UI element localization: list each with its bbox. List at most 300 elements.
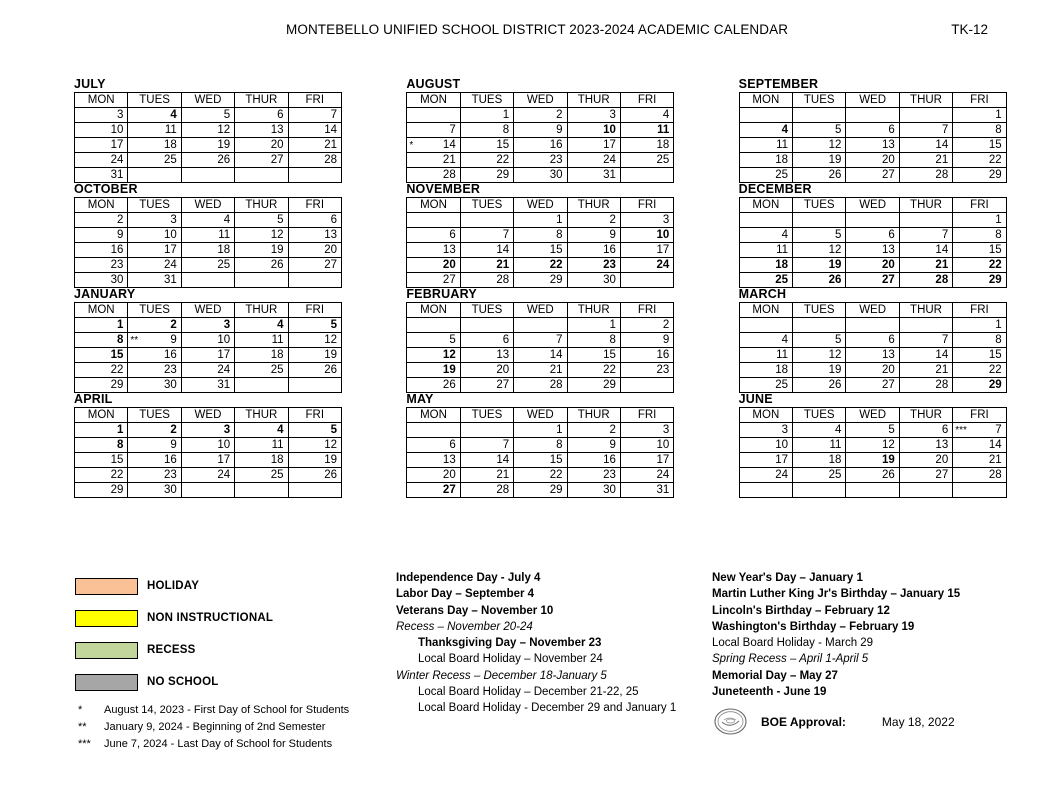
day-cell: [235, 243, 288, 258]
weekday-header: FRI: [953, 198, 1006, 213]
week-row: [75, 168, 342, 183]
day-number: 15: [496, 139, 510, 151]
week-row: [739, 348, 1006, 363]
day-number: 1: [556, 424, 563, 436]
day-cell: [567, 108, 620, 123]
day-cell: [75, 438, 128, 453]
day-cell: [128, 363, 181, 378]
day-cell: [953, 123, 1006, 138]
month-name: JANUARY: [74, 287, 136, 301]
weekday-header: THUR: [567, 198, 620, 213]
day-cell: [460, 333, 513, 348]
legend-swatch-non-instructional: [75, 610, 138, 627]
day-cell: [953, 423, 1006, 438]
day-cell: [235, 123, 288, 138]
day-cell: [288, 228, 341, 243]
day-cell: [235, 453, 288, 468]
day-number: 7: [941, 334, 949, 346]
day-cell: [128, 228, 181, 243]
weekday-header: WED: [514, 408, 567, 423]
weekday-header: FRI: [953, 408, 1006, 423]
day-number: 25: [163, 154, 177, 166]
weekday-header: TUES: [128, 198, 181, 213]
week-row: [75, 243, 342, 258]
week-row: [75, 363, 342, 378]
day-cell: [793, 363, 846, 378]
day-cell: [953, 468, 1006, 483]
day-cell: [739, 333, 792, 348]
day-number: 13: [882, 349, 895, 361]
day-number: 19: [324, 454, 337, 466]
day-cell-empty: [288, 378, 341, 393]
holiday-list-middle: [396, 570, 696, 717]
day-number: 21: [549, 364, 563, 376]
day-cell: [620, 453, 673, 468]
day-number: 25: [775, 274, 789, 286]
month-block-february: [406, 288, 717, 393]
day-cell: [793, 468, 846, 483]
day-cell-empty: [407, 213, 460, 228]
day-number: 13: [496, 349, 510, 361]
day-cell-empty: [899, 108, 952, 123]
day-number: 6: [330, 214, 337, 226]
week-row: [407, 108, 674, 123]
day-cell: [128, 153, 181, 168]
day-cell: [288, 438, 341, 453]
week-row: [739, 378, 1006, 393]
day-number: 2: [609, 214, 616, 226]
day-number: 20: [496, 364, 510, 376]
weekday-header: THUR: [567, 93, 620, 108]
day-number: 30: [549, 169, 563, 181]
week-row: [75, 108, 342, 123]
day-number: 18: [775, 259, 789, 271]
day-number: 9: [609, 229, 616, 241]
weekday-header: TUES: [128, 93, 181, 108]
day-number: 23: [603, 259, 616, 271]
holiday-entry: Winter Recess – December 18-January 5: [396, 669, 607, 682]
week-row: [75, 273, 342, 288]
month-block-january: [74, 288, 385, 393]
week-row: [407, 168, 674, 183]
day-number: 29: [496, 169, 510, 181]
day-number: 5: [330, 319, 337, 331]
day-cell: [953, 228, 1006, 243]
day-number: 4: [223, 214, 231, 226]
day-number: 14: [935, 244, 949, 256]
day-number: 20: [442, 469, 456, 481]
day-cell-empty: [407, 423, 460, 438]
day-number: 7: [556, 334, 563, 346]
day-cell: [460, 168, 513, 183]
day-cell: [899, 258, 952, 273]
day-number: 26: [828, 169, 842, 181]
day-number: 17: [656, 454, 670, 466]
day-number: 23: [603, 469, 616, 481]
day-number: 14: [324, 124, 337, 136]
day-number: 5: [835, 229, 842, 241]
day-number: 6: [449, 439, 456, 451]
legend-item: [75, 602, 375, 634]
day-number: 22: [549, 259, 563, 271]
page-header: [0, 22, 1050, 44]
day-cell: [288, 153, 341, 168]
week-row: [407, 153, 674, 168]
week-row: [739, 468, 1006, 483]
day-number: 14: [549, 349, 563, 361]
boe-approval-date: May 18, 2022: [881, 714, 955, 729]
day-cell: [953, 243, 1006, 258]
day-cell: [567, 333, 620, 348]
day-number: 15: [988, 139, 1002, 151]
day-number: 4: [277, 424, 284, 436]
weekday-header: FRI: [288, 303, 341, 318]
day-number: 26: [217, 154, 231, 166]
day-number: 27: [442, 484, 456, 496]
day-number: 19: [217, 139, 231, 151]
day-cell: [407, 438, 460, 453]
legend-label: HOLIDAY: [147, 580, 200, 592]
day-cell: [514, 168, 567, 183]
day-number: 18: [775, 364, 789, 376]
day-number: 29: [549, 484, 563, 496]
month-row: [0, 183, 1050, 288]
day-cell: [793, 153, 846, 168]
weekday-header: WED: [846, 408, 899, 423]
legend-swatch-recess: [75, 642, 138, 659]
day-cell-empty: [846, 483, 899, 498]
month-row: [0, 288, 1050, 393]
day-cell: [128, 243, 181, 258]
day-cell-empty: [128, 168, 181, 183]
weekday-header: TUES: [793, 408, 846, 423]
day-number: 26: [828, 379, 842, 391]
day-number: 25: [775, 379, 789, 391]
day-number: 20: [882, 364, 895, 376]
day-cell: [288, 123, 341, 138]
day-number: 9: [556, 124, 563, 136]
day-number: 29: [110, 379, 124, 391]
day-number: 26: [882, 469, 895, 481]
holiday-entry: New Year's Day – January 1: [712, 572, 863, 584]
day-number: 10: [110, 124, 124, 136]
day-number: 24: [603, 154, 616, 166]
day-cell: [514, 333, 567, 348]
month-block-may: [406, 393, 717, 498]
day-number: 27: [324, 259, 337, 271]
week-row: [75, 213, 342, 228]
weekday-header: TUES: [793, 93, 846, 108]
day-number: 26: [828, 274, 842, 286]
week-row: [407, 138, 674, 153]
day-cell-empty: [739, 318, 792, 333]
day-number: 16: [603, 244, 616, 256]
day-cell: [567, 258, 620, 273]
day-cell: [846, 438, 899, 453]
day-cell: [793, 423, 846, 438]
day-cell: [514, 108, 567, 123]
day-number: 31: [656, 484, 670, 496]
page-title: MONTEBELLO UNIFIED SCHOOL DISTRICT 2023-2024 ACADEMIC CALENDAR: [286, 22, 789, 37]
day-cell: [793, 273, 846, 288]
weekday-header: WED: [181, 303, 234, 318]
holiday-entry: Memorial Day – May 27: [712, 669, 838, 682]
day-cell-empty: [739, 108, 792, 123]
day-cell: [567, 348, 620, 363]
day-cell: [407, 153, 460, 168]
day-number: 18: [270, 454, 284, 466]
day-cell: [953, 378, 1006, 393]
day-cell: [846, 228, 899, 243]
day-number: 16: [603, 454, 616, 466]
day-number: 10: [775, 439, 789, 451]
day-number: 12: [442, 349, 456, 361]
day-cell: [567, 138, 620, 153]
legend-label: RECESS: [147, 644, 196, 656]
day-number: 18: [656, 139, 670, 151]
day-cell: [181, 348, 234, 363]
weekday-header-row: [739, 303, 1006, 318]
weekday-header: THUR: [899, 198, 952, 213]
weekday-header: MON: [739, 93, 792, 108]
day-number: 5: [223, 109, 231, 121]
month-name: JULY: [74, 77, 106, 91]
day-cell-empty: [235, 483, 288, 498]
day-number: 9: [609, 439, 616, 451]
day-number: 18: [217, 244, 231, 256]
day-cell: [128, 423, 181, 438]
day-number: 17: [603, 139, 616, 151]
legend-item: [75, 634, 375, 666]
day-number: 22: [988, 259, 1002, 271]
weekday-header-row: [75, 93, 342, 108]
day-number: 12: [882, 439, 895, 451]
day-number: 22: [496, 154, 510, 166]
day-cell: [407, 378, 460, 393]
day-cell-empty: [288, 168, 341, 183]
month-table: [74, 302, 342, 393]
weekday-header: TUES: [460, 408, 513, 423]
weekday-header: TUES: [460, 303, 513, 318]
month-table: [739, 302, 1007, 393]
day-cell-empty: [846, 108, 899, 123]
day-cell: [620, 363, 673, 378]
day-cell: [407, 138, 460, 153]
calendar-grid: [0, 78, 1050, 498]
day-cell: [460, 378, 513, 393]
weekday-header: MON: [739, 408, 792, 423]
day-cell: [899, 363, 952, 378]
day-number: 1: [995, 319, 1002, 331]
day-cell: [793, 123, 846, 138]
month-name: APRIL: [74, 392, 113, 406]
day-number: 16: [163, 454, 177, 466]
day-cell: [288, 108, 341, 123]
week-row: [739, 438, 1006, 453]
day-cell: [899, 378, 952, 393]
month-table: [406, 407, 674, 498]
month-name: DECEMBER: [738, 182, 812, 196]
day-number: 28: [496, 484, 510, 496]
day-number: 23: [163, 469, 177, 481]
day-number: 21: [496, 469, 510, 481]
week-row: [75, 153, 342, 168]
day-cell: [899, 438, 952, 453]
day-number: 25: [270, 364, 284, 376]
day-cell: [235, 318, 288, 333]
weekday-header: THUR: [899, 408, 952, 423]
weekday-header: MON: [75, 303, 128, 318]
week-row: [407, 483, 674, 498]
day-cell: [128, 108, 181, 123]
day-number: 13: [935, 439, 949, 451]
day-cell: [846, 348, 899, 363]
day-number: 23: [163, 364, 177, 376]
day-cell: [793, 258, 846, 273]
day-number: 11: [271, 439, 284, 451]
day-number: 21: [988, 454, 1002, 466]
day-number: 22: [549, 469, 563, 481]
day-number: 21: [935, 259, 949, 271]
day-number: 31: [217, 379, 231, 391]
day-number: 27: [935, 469, 949, 481]
day-number: 13: [324, 229, 337, 241]
day-cell: [235, 153, 288, 168]
day-cell: [460, 108, 513, 123]
day-cell-empty: [846, 213, 899, 228]
day-cell: [235, 438, 288, 453]
day-number: 18: [775, 154, 789, 166]
weekday-header: THUR: [567, 303, 620, 318]
week-row: [739, 108, 1006, 123]
weekday-header: MON: [407, 198, 460, 213]
day-cell-empty: [235, 273, 288, 288]
day-cell-empty: [235, 168, 288, 183]
weekday-header: WED: [846, 303, 899, 318]
day-cell: [75, 318, 128, 333]
day-cell: [288, 138, 341, 153]
week-row: [407, 438, 674, 453]
day-cell: [128, 273, 181, 288]
day-cell: [846, 453, 899, 468]
month-block-september: [739, 78, 1050, 183]
month-block-march: [739, 288, 1050, 393]
day-number: 29: [988, 169, 1002, 181]
holiday-entry: Washington's Birthday – February 19: [712, 620, 915, 633]
month-table: [74, 92, 342, 183]
day-cell: [75, 123, 128, 138]
month-table: [406, 302, 674, 393]
day-cell: [75, 363, 128, 378]
week-row: [407, 468, 674, 483]
day-cell: [620, 483, 673, 498]
day-cell: [567, 123, 620, 138]
footnote-item: [78, 736, 408, 753]
day-cell: [407, 123, 460, 138]
day-number: 18: [828, 454, 842, 466]
day-number: 15: [988, 244, 1002, 256]
day-number: 30: [163, 484, 177, 496]
day-number: 24: [217, 469, 231, 481]
day-cell: [620, 108, 673, 123]
day-cell: [739, 138, 792, 153]
day-cell: [567, 483, 620, 498]
day-number: 28: [935, 379, 949, 391]
weekday-header: THUR: [235, 198, 288, 213]
day-cell: [899, 273, 952, 288]
day-cell: [128, 453, 181, 468]
day-cell: [514, 438, 567, 453]
day-cell: [953, 333, 1006, 348]
week-row: [75, 378, 342, 393]
day-cell: [75, 333, 128, 348]
day-number: 24: [656, 469, 670, 481]
day-number: 15: [603, 349, 616, 361]
day-number: 10: [217, 334, 231, 346]
week-row: [739, 423, 1006, 438]
day-number: 20: [270, 139, 284, 151]
day-cell: [288, 453, 341, 468]
day-cell: [567, 213, 620, 228]
day-cell: [953, 453, 1006, 468]
day-cell: [793, 453, 846, 468]
day-cell: [407, 258, 460, 273]
week-row: [407, 213, 674, 228]
day-number: 29: [988, 274, 1002, 286]
day-cell-empty: [620, 168, 673, 183]
day-number: 19: [270, 244, 284, 256]
day-cell: [181, 423, 234, 438]
holiday-entry: Veterans Day – November 10: [396, 604, 554, 617]
day-number: 30: [110, 274, 124, 286]
day-cell: [235, 363, 288, 378]
day-number: 12: [217, 124, 231, 136]
day-number: 30: [603, 484, 616, 496]
weekday-header: WED: [181, 93, 234, 108]
day-cell: [288, 333, 341, 348]
day-cell: [953, 108, 1006, 123]
day-number: 23: [549, 154, 563, 166]
day-number: 23: [110, 259, 124, 271]
day-cell: [128, 138, 181, 153]
day-number: 25: [828, 469, 842, 481]
day-cell-empty: [288, 483, 341, 498]
day-cell: [793, 438, 846, 453]
day-cell: [567, 153, 620, 168]
day-cell: [181, 363, 234, 378]
day-cell: [620, 468, 673, 483]
day-cell: [567, 168, 620, 183]
day-cell: [739, 153, 792, 168]
day-cell: [620, 123, 673, 138]
day-number: 19: [828, 259, 842, 271]
day-number: 29: [603, 379, 616, 391]
day-cell: [899, 228, 952, 243]
day-number: 12: [828, 349, 842, 361]
week-row: [739, 228, 1006, 243]
day-number: 27: [442, 274, 456, 286]
footnote-marker: *: [409, 140, 414, 151]
day-cell: [739, 363, 792, 378]
week-row: [75, 123, 342, 138]
day-number: 8: [556, 229, 563, 241]
day-cell: [953, 348, 1006, 363]
weekday-header-row: [407, 93, 674, 108]
day-cell: [514, 243, 567, 258]
holiday-entry: Thanksgiving Day – November 23: [418, 637, 602, 650]
day-cell: [620, 423, 673, 438]
day-cell: [899, 153, 952, 168]
